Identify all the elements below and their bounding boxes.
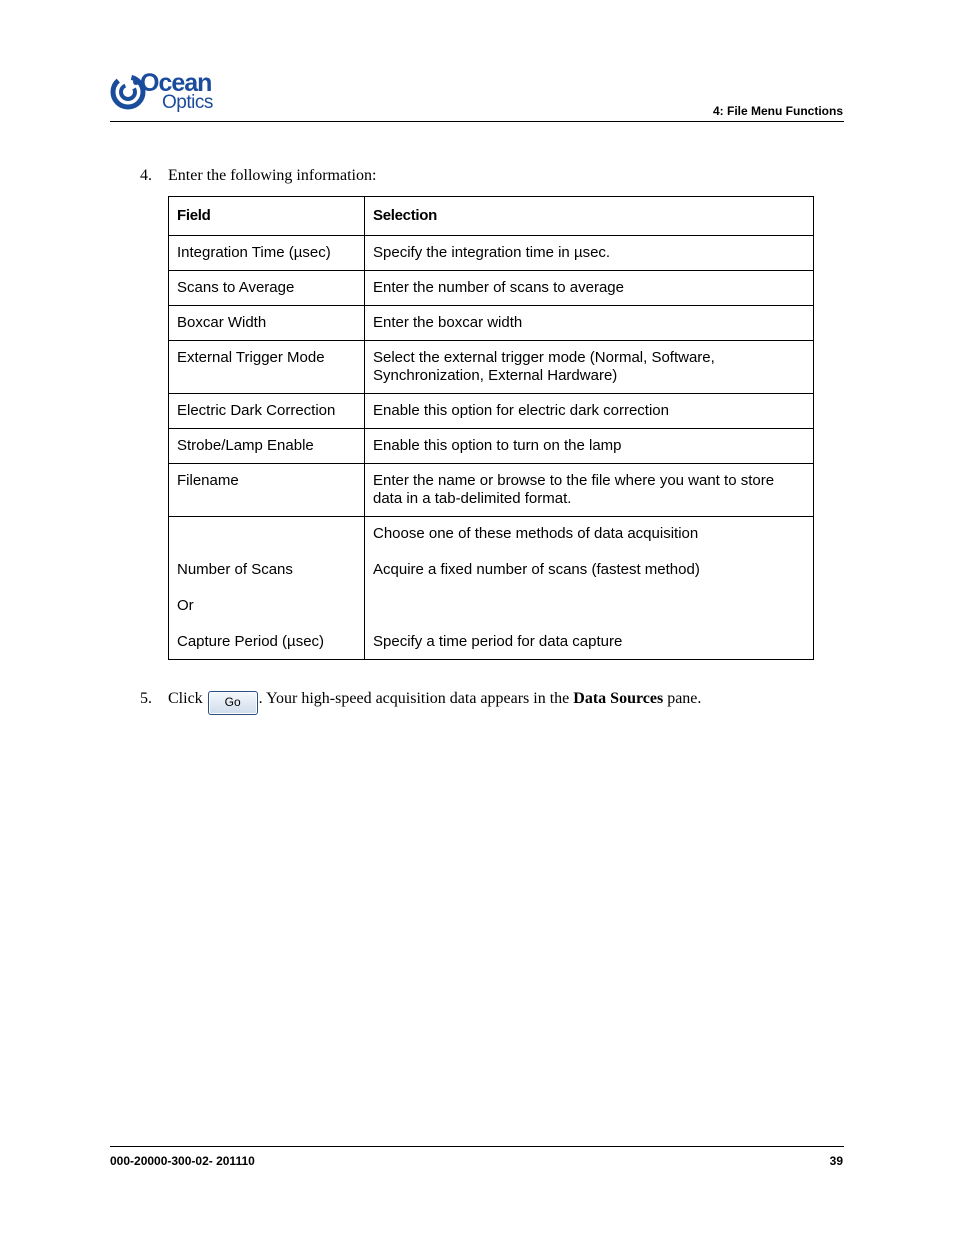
selection-cell: Enable this option to turn on the lamp xyxy=(365,429,814,464)
table-row xyxy=(169,341,814,394)
table-row xyxy=(169,236,814,271)
step-5 xyxy=(140,690,701,715)
table-row xyxy=(169,429,814,464)
selection-cell xyxy=(365,517,814,660)
field-cell: Electric Dark Correction xyxy=(169,394,365,429)
field-cell: Filename xyxy=(169,464,365,517)
page-footer xyxy=(110,1146,844,1168)
table-row xyxy=(169,271,814,306)
table-row xyxy=(169,394,814,429)
field-cell: Scans to Average xyxy=(169,271,365,306)
document-number: 000-20000-300-02- 201110 xyxy=(110,1154,255,1168)
selection-cell: Enter the number of scans to average xyxy=(365,271,814,306)
acquisition-intro: Choose one of these methods of data acquisition xyxy=(373,525,699,542)
selection-cell: Enter the name or browse to the file where you want to store data in a tab-delimited format. xyxy=(365,464,814,517)
field-cell: Boxcar Width xyxy=(169,306,365,341)
selection-cell: Select the external trigger mode (Normal, Software, Synchronization, External Hardware) xyxy=(365,341,814,394)
step-text-end: pane. xyxy=(667,690,702,707)
table-header-row xyxy=(169,197,814,236)
number-of-scans-desc: Acquire a fixed number of scans (fastest method) xyxy=(373,561,700,578)
settings-table xyxy=(168,196,814,660)
chapter-title: 4: File Menu Functions xyxy=(712,104,843,118)
logo-text-optics: Optics xyxy=(162,92,213,113)
capture-period-desc: Specify a time period for data capture xyxy=(373,633,623,650)
table-row xyxy=(169,306,814,341)
go-button[interactable]: Go xyxy=(208,691,258,715)
step-number: 5. xyxy=(140,690,152,707)
table-row-acquisition xyxy=(169,517,814,660)
step-text-click: Click xyxy=(168,690,203,707)
step-4 xyxy=(140,167,376,185)
capture-period-label: Capture Period (µsec) xyxy=(177,633,325,650)
logo-text-ocean: Ocean xyxy=(140,69,212,97)
step-text-result: . Your high-speed acquisition data appears in the xyxy=(258,690,570,707)
number-of-scans-label: Number of Scans xyxy=(177,561,293,578)
selection-cell: Enable this option for electric dark correction xyxy=(365,394,814,429)
field-cell xyxy=(169,517,365,660)
ocean-optics-logo xyxy=(110,70,230,116)
data-sources-term: Data Sources xyxy=(573,690,664,707)
selection-cell: Specify the integration time in µsec. xyxy=(365,236,814,271)
field-cell: External Trigger Mode xyxy=(169,341,365,394)
or-label: Or xyxy=(177,597,194,614)
step-number: 4. xyxy=(140,167,152,184)
page-header xyxy=(110,68,844,122)
step-text: Enter the following information: xyxy=(168,167,377,184)
page-number: 39 xyxy=(829,1154,843,1168)
field-cell: Strobe/Lamp Enable xyxy=(169,429,365,464)
field-cell: Integration Time (µsec) xyxy=(169,236,365,271)
selection-cell: Enter the boxcar width xyxy=(365,306,814,341)
table-row xyxy=(169,464,814,517)
column-header-selection: Selection xyxy=(365,197,814,236)
column-header-field: Field xyxy=(169,197,365,236)
